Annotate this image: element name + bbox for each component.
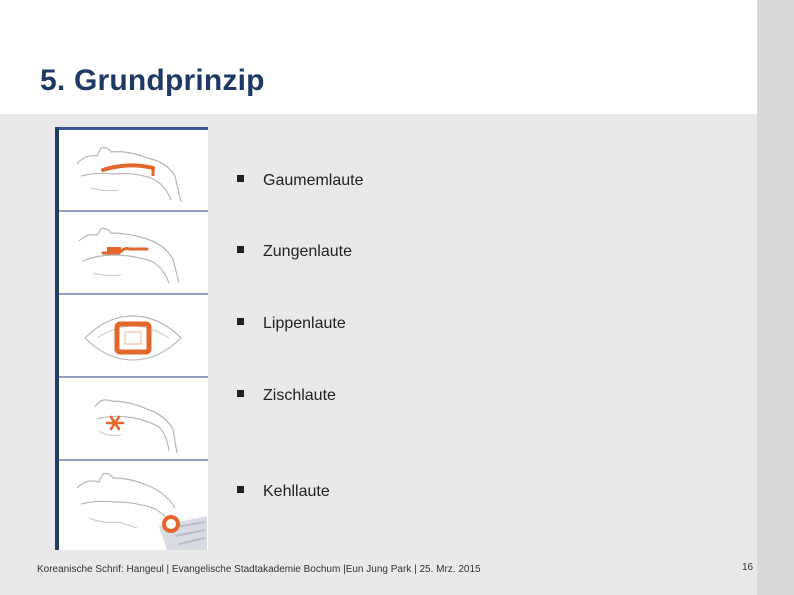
lingual-articulation-icon bbox=[67, 219, 197, 291]
square-bullet-icon bbox=[237, 175, 244, 182]
page-number: 16 bbox=[742, 562, 754, 573]
bullet-label: Lippenlaute bbox=[263, 315, 346, 332]
slide-header bbox=[0, 0, 757, 114]
velar-articulation-icon bbox=[67, 136, 197, 208]
labial-articulation-icon bbox=[67, 302, 197, 374]
slide-title: 5. Grundprinzip bbox=[40, 64, 265, 97]
illustration-cell-sibilant bbox=[59, 379, 208, 461]
bullet-item-zischlaute bbox=[237, 387, 336, 405]
bullet-label: Kehllaute bbox=[263, 483, 330, 500]
illustration-cell-glottal bbox=[59, 462, 208, 542]
bullet-item-gaumemlaute bbox=[237, 172, 364, 190]
illustration-cell-labial bbox=[59, 296, 208, 378]
square-bullet-icon bbox=[237, 318, 244, 325]
bullet-item-kehllaute bbox=[237, 483, 330, 501]
bullet-label: Zungenlaute bbox=[263, 243, 352, 260]
square-bullet-icon bbox=[237, 246, 244, 253]
articulation-illustrations bbox=[55, 127, 208, 550]
bullet-item-lippenlaute bbox=[237, 315, 346, 333]
square-bullet-icon bbox=[237, 486, 244, 493]
footer-text: Koreanische Schrif: Hangeul | Evangelische Stadtakademie Bochum |Eun Jung Park | 25. Mrz. 2015 bbox=[37, 564, 481, 575]
sibilant-articulation-icon bbox=[67, 385, 197, 457]
illustration-cell-lingual bbox=[59, 213, 208, 295]
glottal-articulation-icon bbox=[67, 468, 212, 550]
bullet-item-zungenlaute bbox=[237, 243, 352, 261]
bullet-label: Zischlaute bbox=[263, 387, 336, 404]
square-bullet-icon bbox=[237, 390, 244, 397]
bullet-label: Gaumemlaute bbox=[263, 172, 364, 189]
right-margin-strip bbox=[757, 0, 794, 595]
illustration-cell-velar bbox=[59, 130, 208, 212]
